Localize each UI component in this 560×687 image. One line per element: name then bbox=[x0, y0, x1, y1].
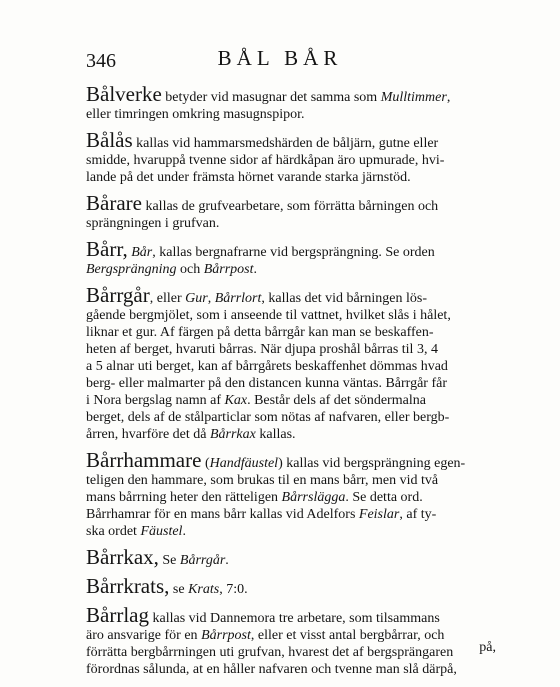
entry-headword: Bårr, bbox=[86, 237, 128, 261]
italic-term: Bårrpost bbox=[203, 262, 254, 277]
dictionary-entry bbox=[86, 82, 496, 123]
entry-text: betyder vid masugnar det samma som bbox=[161, 90, 381, 105]
italic-term: Mulltimmer bbox=[380, 90, 447, 105]
entry-text: berg- eller malmarter på den distancen kunna väntas. Bårrgår får bbox=[86, 376, 447, 391]
entry-line bbox=[86, 191, 496, 215]
dictionary-entry bbox=[86, 191, 496, 232]
running-title: BÅL BÅR bbox=[217, 46, 343, 70]
entry-text: , af ty- bbox=[399, 507, 437, 522]
entry-headword: Bålås bbox=[86, 128, 133, 152]
dictionary-entry bbox=[86, 237, 496, 278]
dictionary-body bbox=[86, 82, 496, 687]
italic-term: Kax bbox=[224, 393, 248, 408]
entry-line bbox=[86, 324, 496, 341]
entry-line bbox=[86, 661, 496, 678]
entry-line bbox=[86, 215, 496, 232]
dictionary-entry bbox=[86, 283, 496, 443]
entry-text: årren, hvarföre det då bbox=[86, 427, 210, 442]
dictionary-entry bbox=[86, 603, 496, 678]
italic-term: Gur bbox=[185, 291, 208, 306]
entry-line bbox=[86, 152, 496, 169]
entry-text: heten af berget, hvaruti bårras. När djupa proshål bårras til 3, 4 bbox=[86, 342, 438, 357]
entry-text: . bbox=[253, 262, 257, 277]
italic-term: Krats bbox=[188, 582, 220, 597]
entry-headword: Bårrkrats, bbox=[86, 574, 170, 598]
entry-text: förordnas sålunda, at en håller nafvaren och tvenne man slå därpå, bbox=[86, 662, 457, 677]
entry-text: , kallas det vid bårningen lös- bbox=[261, 291, 428, 306]
entry-line bbox=[86, 82, 496, 106]
italic-term: Bårrgår bbox=[179, 553, 226, 568]
italic-term: Bår bbox=[131, 245, 153, 260]
dictionary-entry bbox=[86, 574, 496, 598]
italic-term: Feislar bbox=[358, 507, 400, 522]
entry-line bbox=[86, 283, 496, 307]
entry-line bbox=[86, 426, 496, 443]
entry-text: i Nora bergslag namn af bbox=[86, 393, 225, 408]
entry-line bbox=[86, 392, 496, 409]
entry-line bbox=[86, 307, 496, 324]
entry-line bbox=[86, 261, 496, 278]
entry-text: liknar et gur. Af färgen på detta bårrgår kan man se beskaffen- bbox=[86, 325, 434, 340]
entry-text: eller timringen omkring masugnspipor. bbox=[86, 107, 305, 122]
entry-headword: Bårrhammare bbox=[86, 448, 202, 472]
entry-line bbox=[86, 574, 496, 598]
entry-line bbox=[86, 409, 496, 426]
italic-term: Bergsprängning bbox=[86, 262, 177, 277]
catchword: på, bbox=[479, 640, 496, 655]
entry-line bbox=[86, 341, 496, 358]
entry-text: . bbox=[225, 553, 229, 568]
entry-text: smidde, hvaruppå tvenne sidor af härdkåpan äro upmurade, hvi- bbox=[86, 153, 445, 168]
entry-line bbox=[86, 128, 496, 152]
entry-text: , 7:0. bbox=[219, 582, 248, 597]
italic-term: Bårrpost bbox=[201, 628, 251, 643]
entry-text: teligen den hammare, som brukas til en mans bårr, men vid två bbox=[86, 473, 439, 488]
entry-line bbox=[86, 448, 496, 472]
entry-line bbox=[86, 472, 496, 489]
entry-text: , eller et visst antal bergbårrar, och bbox=[250, 628, 445, 643]
entry-line bbox=[86, 545, 496, 569]
entry-text: . bbox=[182, 524, 186, 539]
page-header bbox=[0, 40, 560, 70]
entry-text: och bbox=[176, 262, 204, 277]
italic-term: Bårrlort bbox=[214, 291, 262, 306]
entry-text: , eller bbox=[149, 291, 186, 306]
entry-line bbox=[86, 169, 496, 186]
entry-text: , bbox=[446, 90, 451, 105]
entry-line bbox=[86, 523, 496, 540]
entry-text: kallas vid Dannemora tre arbetare, som tilsammans bbox=[148, 611, 440, 626]
entry-text: berget, dels af de stålparticlar som nötas af nafvaren, eller bergb- bbox=[86, 410, 450, 425]
entry-text: se bbox=[169, 582, 189, 597]
entry-text: . Se detta ord. bbox=[345, 490, 423, 505]
italic-term: Fäustel bbox=[140, 524, 183, 539]
entry-line bbox=[86, 106, 496, 123]
entry-text: . Består dels af det söndermalna bbox=[247, 393, 426, 408]
entry-headword: Bårare bbox=[86, 191, 142, 215]
dictionary-entry bbox=[86, 545, 496, 569]
entry-text: mans bårrning heter den rätteligen bbox=[86, 490, 282, 505]
entry-text: ska ordet bbox=[86, 524, 141, 539]
entry-text: gående bergmjölet, som i anseende til vattnet, hvilket slås i hålet, bbox=[86, 308, 451, 323]
entry-text: Bårrhamrar för en mans bårr kallas vid Adelfors bbox=[86, 507, 359, 522]
entry-text: , kallas bergnafrarne vid bergsprängning. Se orden bbox=[152, 245, 435, 260]
entry-text: a 5 alnar uti berget, kan af bårrgårets beskaffenhet dömmas hvad bbox=[86, 359, 448, 374]
entry-line bbox=[86, 375, 496, 392]
entry-text: , bbox=[207, 291, 215, 306]
entry-text: kallas vid hammarsmedshärden de båljärn, gutne eller bbox=[132, 136, 439, 151]
entry-line bbox=[86, 603, 496, 627]
dictionary-entry bbox=[86, 448, 496, 540]
page-number: 346 bbox=[86, 50, 116, 72]
entry-headword: Bårrgår bbox=[86, 283, 150, 307]
entry-headword: Bårrlag bbox=[86, 603, 149, 627]
italic-term: Handfäustel bbox=[209, 456, 279, 471]
entry-line bbox=[86, 358, 496, 375]
entry-text: kallas de grufvearbetare, som förrätta bårningen och bbox=[141, 199, 439, 214]
entry-line bbox=[86, 506, 496, 523]
entry-line bbox=[86, 237, 496, 261]
entry-text: ) kallas vid bergsprängning egen- bbox=[278, 456, 466, 471]
entry-line bbox=[86, 627, 496, 644]
entry-text: förrätta bergbårrningen uti grufvan, hvarest det af bergsprängaren bbox=[86, 645, 454, 660]
entry-text: ( bbox=[201, 456, 210, 471]
italic-term: Bårrkax bbox=[209, 427, 256, 442]
entry-text: sprängningen i grufvan. bbox=[86, 216, 220, 231]
entry-text: kallas. bbox=[255, 427, 296, 442]
entry-text: äro ansvarige för en bbox=[86, 628, 202, 643]
dictionary-entry bbox=[86, 128, 496, 186]
entry-headword: Bårrkax, bbox=[86, 545, 159, 569]
entry-text: Se bbox=[158, 553, 180, 568]
italic-term: Bårrslägga bbox=[281, 490, 346, 505]
entry-headword: Bålverke bbox=[86, 82, 162, 106]
entry-line bbox=[86, 489, 496, 506]
entry-line bbox=[86, 644, 496, 661]
entry-text: lande på det under främsta hörnet varande starka järnstöd. bbox=[86, 170, 411, 185]
